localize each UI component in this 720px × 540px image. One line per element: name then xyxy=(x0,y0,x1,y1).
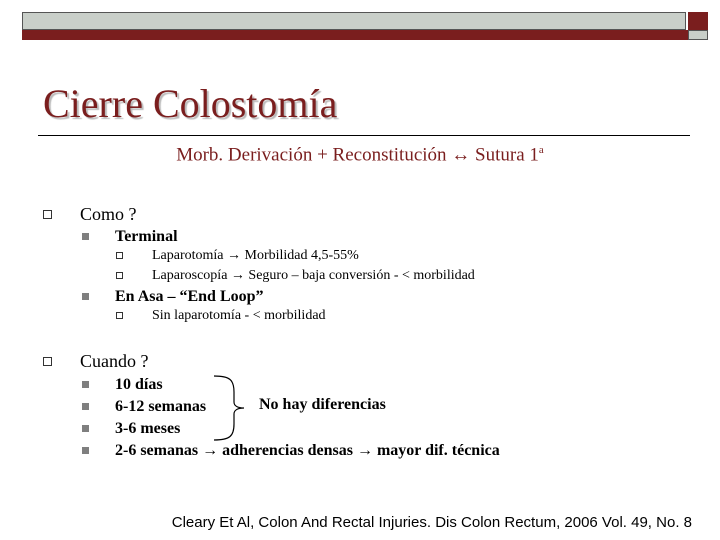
section-como: Como ? xyxy=(80,204,137,224)
item-en-asa: En Asa – “End Loop” xyxy=(115,288,264,305)
subitem-laparoscopia: Laparoscopía → Seguro – baja conversión - < morbilidad xyxy=(152,268,475,283)
slide-title: Cierre Colostomía xyxy=(43,81,338,126)
title-divider xyxy=(38,135,690,136)
cuando-item: 6-12 semanas xyxy=(115,398,207,415)
header-band-gray xyxy=(22,12,686,30)
subitem-laparotomia: Laparotomía → Morbilidad 4,5-55% xyxy=(152,248,359,263)
item-terminal: Terminal xyxy=(115,228,178,245)
bullet-square-icon xyxy=(82,381,89,388)
header-square-red xyxy=(688,12,708,30)
cuando-item: 3-6 meses xyxy=(115,420,181,437)
bullet-square-icon xyxy=(82,293,89,300)
cuando-item: 10 días xyxy=(115,376,163,393)
subitem-sin-laparotomia: Sin laparotomía - < morbilidad xyxy=(152,308,326,323)
right-brace-icon xyxy=(210,374,246,442)
bullet-square-icon xyxy=(82,447,89,454)
bullet-box-icon xyxy=(116,252,123,259)
bullet-square-icon xyxy=(82,403,89,410)
cuando-item: 2-6 semanas → adherencias densas → mayor dif. técnica xyxy=(115,442,500,459)
header-square-gray xyxy=(688,30,708,40)
bullet-box-icon xyxy=(116,312,123,319)
bullet-box-icon xyxy=(43,210,52,219)
bullet-box-icon xyxy=(43,357,52,366)
bullet-square-icon xyxy=(82,233,89,240)
bullet-square-icon xyxy=(82,425,89,432)
brace-note: No hay diferencias xyxy=(259,396,386,413)
header-band-red xyxy=(22,30,688,40)
section-cuando: Cuando ? xyxy=(80,351,149,371)
subtitle-text: Morb. Derivación + Reconstitución ↔ Sutura 1 xyxy=(176,144,539,166)
slide-subtitle xyxy=(0,144,720,166)
bullet-box-icon xyxy=(116,272,123,279)
citation-footer: Cleary Et Al, Colon And Rectal Injuries. Dis Colon Rectum, 2006 Vol. 49, No. 8 xyxy=(171,514,692,531)
subtitle-superscript: a xyxy=(538,144,544,156)
